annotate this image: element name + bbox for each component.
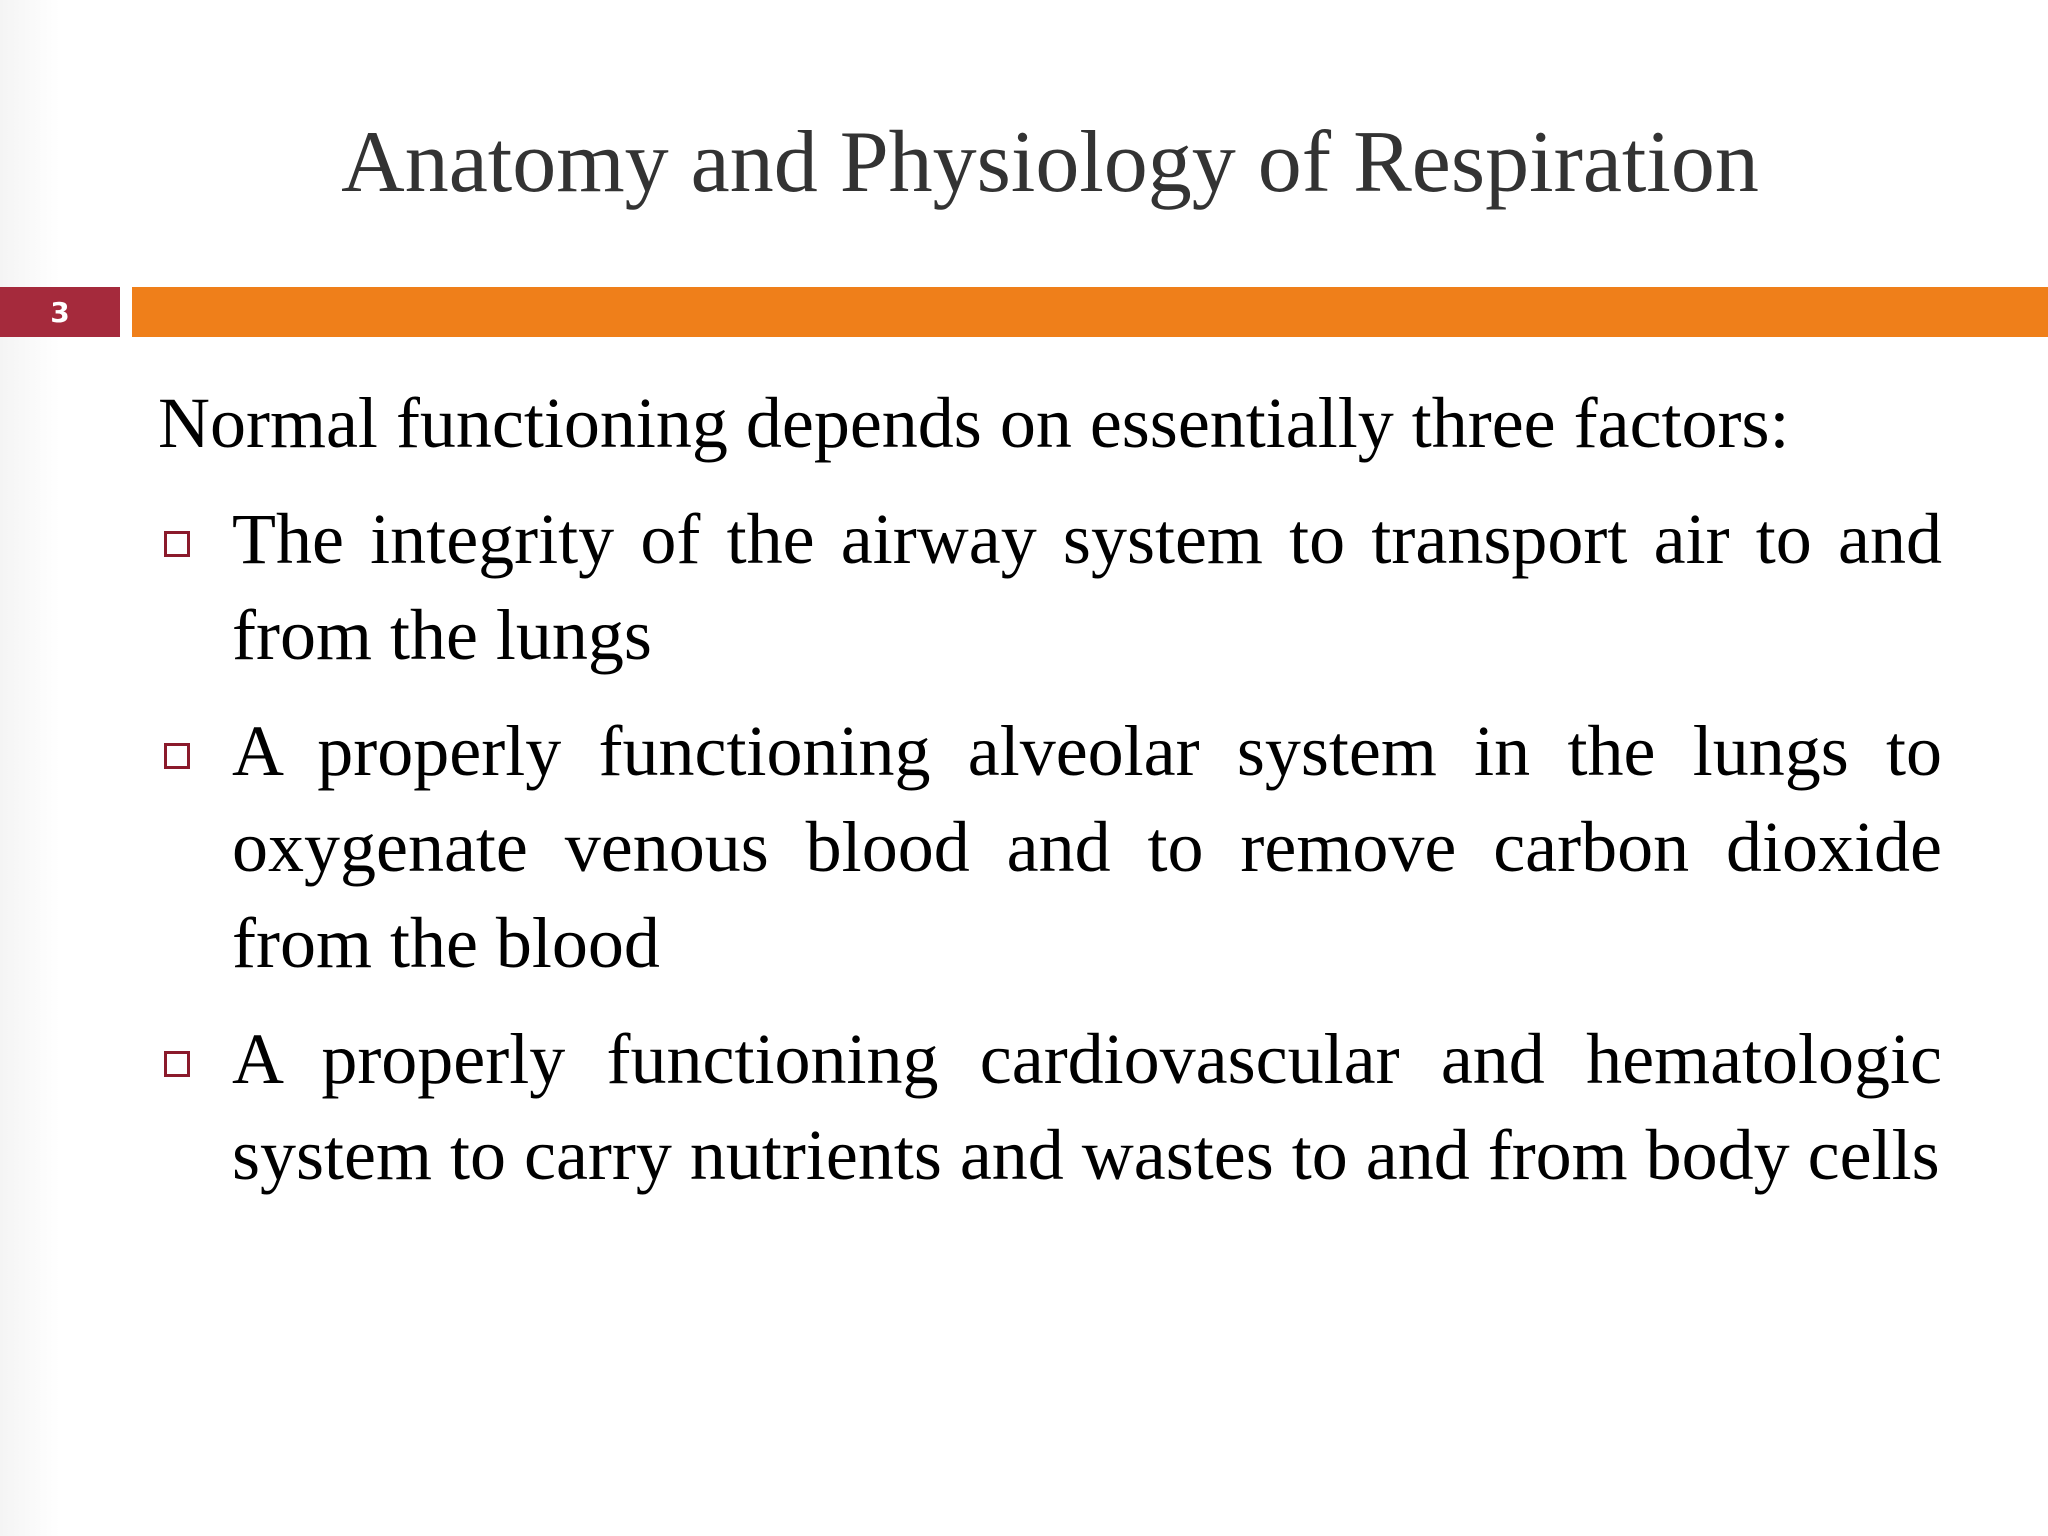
slide-number-badge xyxy=(0,287,120,337)
bullet-item-airway xyxy=(158,491,1942,683)
bullet-text: A properly functioning alveolar system in the lungs to oxygenate venous blood and to remove carbon dioxide from the blood xyxy=(232,711,1942,983)
bullet-text: The integrity of the airway system to transport air to and from the lungs xyxy=(232,499,1942,675)
intro-text: Normal functioning depends on essentially three factors: xyxy=(158,383,1790,463)
bullet-item-cardiovascular xyxy=(158,1011,1942,1203)
hollow-square-bullet-icon xyxy=(164,1051,190,1077)
accent-bar xyxy=(132,287,2048,337)
slide-number: 3 xyxy=(50,295,70,329)
slide-title: Anatomy and Physiology of Respiration xyxy=(341,114,1759,211)
slide-body xyxy=(158,375,1942,1223)
bullet-item-alveolar xyxy=(158,703,1942,991)
hollow-square-bullet-icon xyxy=(164,743,190,769)
bullet-text: A properly functioning cardiovascular and hematologic system to carry nutrients and wastes to and from body cells xyxy=(232,1019,1942,1195)
hollow-square-bullet-icon xyxy=(164,531,190,557)
